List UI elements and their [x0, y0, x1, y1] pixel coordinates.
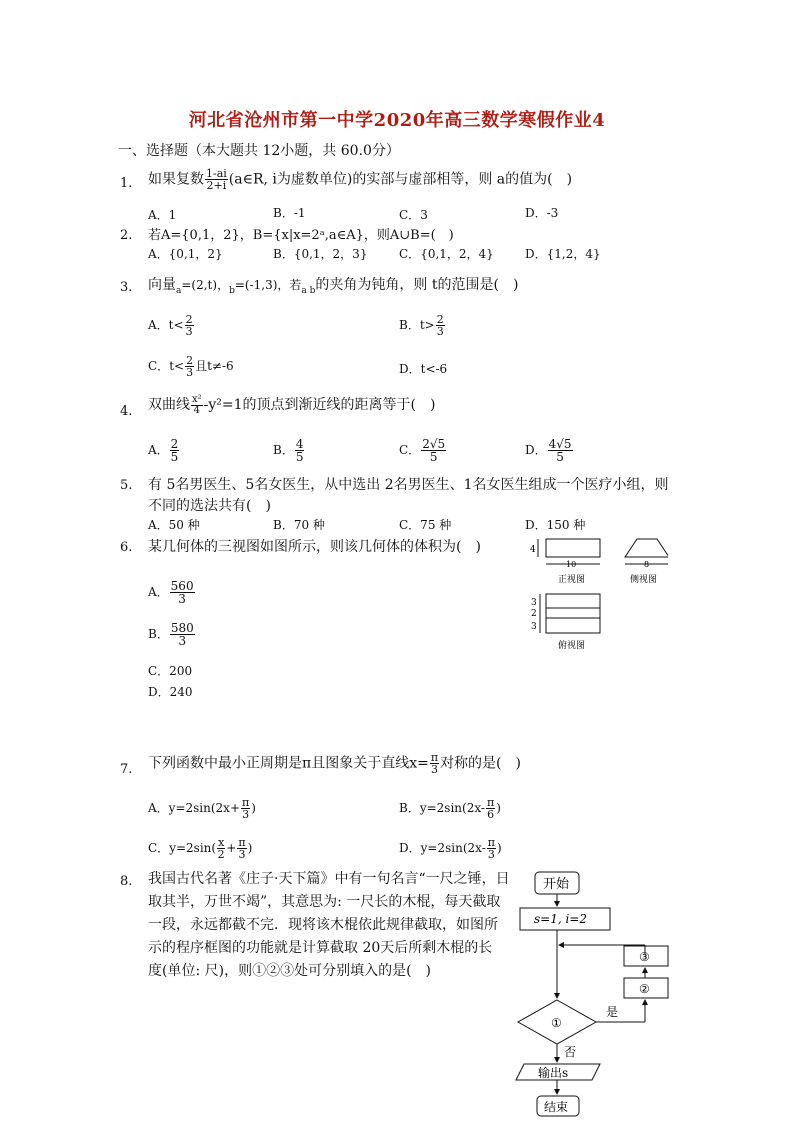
q3-option-b: B．t> $\frac{2}{3}$	[399, 313, 444, 338]
flow-yes-label: 是	[606, 1005, 619, 1019]
q4-option-d: D． $\frac{4√5}{5}$	[525, 437, 572, 464]
flow-decision-label: ①	[551, 1016, 562, 1030]
q5-line1: 有 5名男医生、5名女医生，从中选出 2名男医生、1名女医生组成一个医疗小组，则	[148, 477, 669, 493]
q7-number: 7.	[120, 762, 133, 777]
q5-line2: 不同的选法共有( )	[148, 498, 271, 514]
q8-number: 8.	[120, 874, 133, 889]
side-dim-8: 8	[644, 560, 650, 569]
q7-option-b: B．y=2sin(2x- $\frac{\pi}{6}$ )	[399, 796, 501, 821]
q8-line4: 示的程序框图的功能就是计算截取 20天后所剩木棍的长	[148, 940, 493, 956]
q6-number: 6.	[120, 540, 133, 555]
q2-number: 2.	[120, 228, 133, 243]
section-heading: 一、选择题（本大题共 12小题，共 60.0分）	[118, 143, 400, 159]
q5-option-c: C．75 种	[399, 518, 452, 532]
q2-option-d: D．{1,2，4}	[525, 247, 601, 261]
q8-line5: 度(单位: 尺)，则①②③处可分别填入的是( )	[148, 963, 432, 979]
q3-option-c: C．t< $\frac{2}{3}$ 且t≠-6	[148, 354, 234, 379]
top-dim-3b: 3	[531, 622, 537, 632]
q1-frac-num: 1-ai	[206, 167, 227, 180]
q2-option-a: A．{0,1，2}	[148, 247, 223, 261]
q1-option-d: D．-3	[525, 206, 559, 220]
q7-option-d: D．y=2sin(2x- $\frac{\pi}{3}$ )	[399, 836, 502, 861]
q4-stem: 双曲线 $\frac{\text{x²}}{4}$ -y²=1的顶点到渐近线的距离等于( )	[148, 393, 436, 416]
side-view-trapezoid	[625, 539, 668, 557]
flow-start-label: 开始	[543, 877, 570, 892]
q6-option-d: D．240	[148, 685, 193, 699]
flow-box-3-label: ③	[639, 950, 650, 964]
q6-option-a: A． $\frac{560}{3}$	[148, 579, 194, 606]
flowchart	[510, 866, 675, 1120]
q1-number: 1.	[120, 176, 133, 191]
flow-end-label: 结束	[544, 1100, 569, 1114]
q8-line3: 一段，永远都截不完．现将该木棍依此规律截取，如图所	[148, 917, 498, 933]
q1-fraction	[205, 168, 228, 191]
top-dim-3a: 3	[531, 598, 537, 608]
q7-stem: 下列函数中最小正周期是π且图象关于直线x= $\frac{\pi}{3}$ 对称的是( )	[148, 751, 521, 776]
flow-no-label: 否	[564, 1045, 577, 1059]
q1-stem	[148, 168, 572, 191]
q2-option-c: C．{0,1，2，4}	[399, 247, 494, 261]
q6-option-b: B． $\frac{580}{3}$	[148, 621, 194, 648]
q1-option-a: A．1	[148, 208, 177, 222]
q2-stem: 若A={0,1，2}，B={x|x=2ᵃ,a∈A}，则A∪B=( )	[148, 228, 454, 243]
q5-option-b: B．70 种	[273, 518, 325, 532]
q5-option-d: D．150 种	[525, 518, 586, 532]
q5-number: 5.	[120, 478, 133, 493]
q1-option-c: C．3	[399, 208, 428, 222]
front-dim-10: 10	[566, 560, 577, 569]
q7-option-c: C．y=2sin( $\frac{x}{2}$ + $\frac{\pi}{3}$ )	[148, 836, 253, 861]
q4-option-a: A． $\frac{2}{5}$	[148, 437, 179, 464]
q8-line1: 我国古代名著《庄子·天下篇》中有一句名言“一尺之锤，日	[148, 871, 510, 887]
q6-stem: 某几何体的三视图如图所示，则该几何体的体积为( )	[148, 539, 481, 555]
q6-option-c: C．200	[148, 664, 193, 678]
q3-option-a: A．t< $\frac{2}{3}$	[148, 313, 193, 338]
q3-stem: 向量$_a$=(2,t)，$_b$=(-1,3)，若$_{a b}$的夹角为钝角，则 t的范围是( )	[148, 277, 519, 296]
page-title: 河北省沧州市第一中学2020年高三数学寒假作业4	[188, 110, 606, 131]
front-view-label: 正视图	[558, 575, 586, 585]
front-view-rect	[546, 539, 600, 557]
q4-number: 4.	[120, 404, 133, 419]
flow-init-label: s=1, i=2	[534, 912, 588, 926]
q1-post: (a∈R, i为虚数单位)的实部与虚部相等，则 a的值为( )	[228, 171, 573, 188]
flow-output-label: 输出s	[538, 1066, 569, 1080]
q5-option-a: A．50 种	[148, 518, 200, 532]
q3-option-d: D．t<-6	[399, 362, 448, 376]
q7-option-a: A．y=2sin(2x+ $\frac{\pi}{3}$ )	[148, 796, 256, 821]
q1-option-b: B．-1	[273, 206, 306, 220]
top-view-rect	[546, 594, 600, 633]
top-dim-2: 2	[531, 609, 537, 619]
three-view-figure	[528, 534, 668, 654]
q2-option-b: B．{0,1，2，3}	[273, 247, 368, 261]
q8-line2: 取其半，万世不竭”，其意思为: 一尺长的木棍，每天截取	[148, 894, 501, 910]
top-view-label: 俯视图	[558, 641, 586, 651]
q1-pre: 如果复数	[148, 171, 204, 188]
q4-option-c: C． $\frac{2√5}{5}$	[399, 437, 446, 464]
q4-option-b: B． $\frac{4}{5}$	[273, 437, 304, 464]
q3-number: 3.	[120, 280, 133, 295]
front-dim-4: 4	[530, 545, 536, 555]
side-view-label: 侧视图	[630, 575, 658, 585]
flow-box-2-label: ②	[639, 982, 650, 996]
q1-frac-den: 2+i	[206, 179, 227, 192]
